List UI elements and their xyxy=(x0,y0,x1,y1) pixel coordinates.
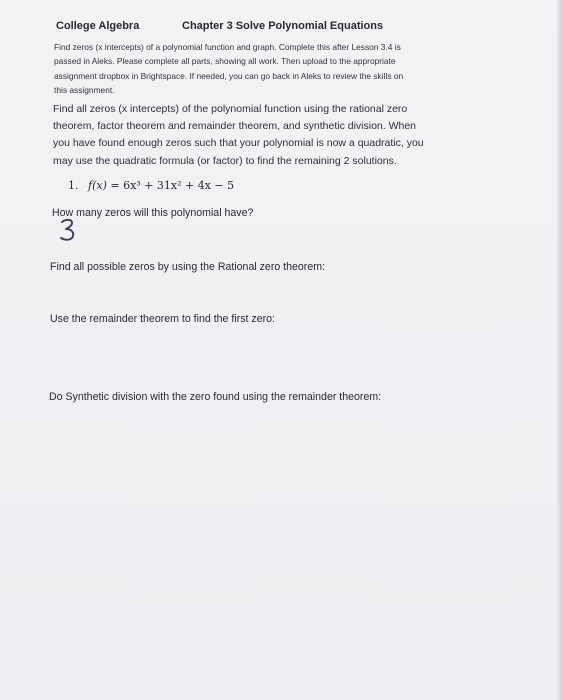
instructions-line: this assignment. xyxy=(54,85,115,96)
question-remainder-theorem: Use the remainder theorem to find the first zero: xyxy=(50,313,275,325)
assignment-instructions xyxy=(54,40,474,98)
directions-line: Find all zeros (x intercepts) of the polynomial function using the rational zero xyxy=(53,103,408,115)
question-rational-zero: Find all possible zeros by using the Rational zero theorem: xyxy=(50,261,325,273)
directions-line: you have found enough zeros such that your polynomial is now a quadratic, you xyxy=(53,137,424,150)
function-name: f(x) xyxy=(88,179,107,192)
chapter-title: Chapter 3 Solve Polynomial Equations xyxy=(182,20,384,32)
problem-directions xyxy=(53,101,478,170)
course-title: College Algebra xyxy=(56,20,140,32)
instructions-line: assignment dropbox in Brightspace. If needed, you can go back in Aleks to review the skills on xyxy=(54,70,404,81)
page-edge xyxy=(557,0,563,700)
problem-number: 1. xyxy=(68,179,79,192)
directions-line: theorem, factor theorem and remainder theorem, and synthetic division. When xyxy=(53,120,417,133)
handwritten-answer xyxy=(58,218,80,242)
instructions-line: Find zeros (x intercepts) of a polynomial function and graph. Complete this after Lesson 3.4 is xyxy=(54,42,401,52)
directions-line: may use the quadratic formula (or factor) to find the remaining 2 solutions. xyxy=(53,154,397,167)
question-synthetic-division: Do Synthetic division with the zero found using the remainder theorem: xyxy=(49,391,382,403)
instructions-line: passed in Aleks. Please complete all parts, showing all work. Then upload to the appropriate xyxy=(54,56,396,67)
polynomial-expression: = 6x³ + 31x² + 4x − 5 xyxy=(110,179,235,192)
question-zero-count: How many zeros will this polynomial have? xyxy=(52,207,254,219)
problem-statement xyxy=(68,179,234,192)
